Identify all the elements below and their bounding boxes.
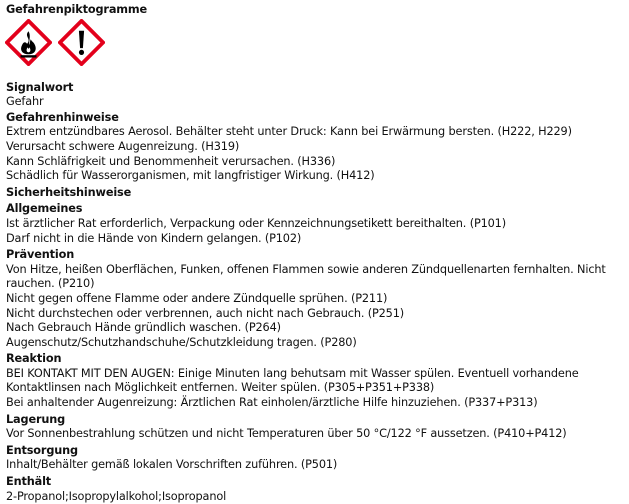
signal-word-value: Gefahr — [6, 95, 44, 109]
precautionary-statement: Ist ärztlicher Rat erforderlich, Verpackung oder Kennzeichnungsetikett bereithalten. (P101) — [6, 216, 506, 230]
precautionary-statement: Vor Sonnenbestrahlung schützen und nicht Temperaturen über 50 °C/122 °F aussetzen. (P410+P412) — [6, 427, 567, 441]
hazard-statement: Kann Schläfrigkeit und Benommenheit verursachen. (H336) — [6, 154, 336, 168]
exclamation-ghs07-icon — [58, 19, 105, 66]
precautionary-statement: Bei anhaltender Augenreizung: Ärztlichen Rat einholen/ärztliche Hilfe hinzuziehen. (P337+P313) — [6, 396, 538, 410]
precautionary-statement: Augenschutz/Schutzhandschuhe/Schutzkleidung tragen. (P280) — [6, 335, 357, 349]
hazard-statement: Extrem entzündbares Aerosol. Behälter steht unter Druck: Kann bei Erwärmung bersten. (H222, H229) — [6, 125, 572, 139]
hazard-statement: Schädlich für Wasserorganismen, mit langfristiger Wirkung. (H412) — [6, 169, 375, 183]
contains-heading: Enthält — [6, 475, 52, 489]
hazard-statement: Verursacht schwere Augenreizung. (H319) — [6, 139, 240, 153]
general-heading: Allgemeines — [6, 202, 83, 216]
precautionary-statement: Nach Gebrauch Hände gründlich waschen. (P264) — [6, 321, 281, 335]
hazard-statements-heading: Gefahrenhinweise — [6, 110, 119, 124]
signal-word-heading: Signalwort — [6, 80, 74, 94]
pictogram-row — [5, 19, 623, 65]
pictograms-heading: Gefahrenpiktogramme — [6, 3, 148, 16]
reaction-heading: Reaktion — [6, 352, 62, 366]
contains-value: 2-Propanol;Isopropylalkohol;Isopropanol — [6, 489, 227, 503]
precautionary-statement: Von Hitze, heißen Oberflächen, Funken, offenen Flammen sowie anderen Zündquellenarten fernhalten. Nicht rauchen. (P210) — [6, 262, 606, 291]
precautionary-statement: Darf nicht in die Hände von Kindern gelangen. (P102) — [6, 231, 302, 245]
prevention-heading: Prävention — [6, 248, 75, 262]
flame-ghs02-icon — [5, 19, 52, 66]
precautionary-statement: BEI KONTAKT MIT DEN AUGEN: Einige Minuten lang behutsam mit Wasser spülen. Eventuell vorhandene Kontaktlinsen nach Möglichkeit entfernen. Weiter spülen. (P305+P351+P338) — [6, 366, 579, 395]
precautionary-statement: Nicht gegen offene Flamme oder andere Zündquelle sprühen. (P211) — [6, 291, 388, 305]
storage-heading: Lagerung — [6, 412, 66, 426]
disposal-heading: Entsorgung — [6, 443, 78, 457]
precautionary-statement: Inhalt/Behälter gemäß lokalen Vorschriften zuführen. (P501) — [6, 458, 338, 472]
precautionary-statement: Nicht durchstechen oder verbrennen, auch nicht nach Gebrauch. (P251) — [6, 306, 405, 320]
precautionary-statements-heading: Sicherheitshinweise — [6, 185, 132, 199]
